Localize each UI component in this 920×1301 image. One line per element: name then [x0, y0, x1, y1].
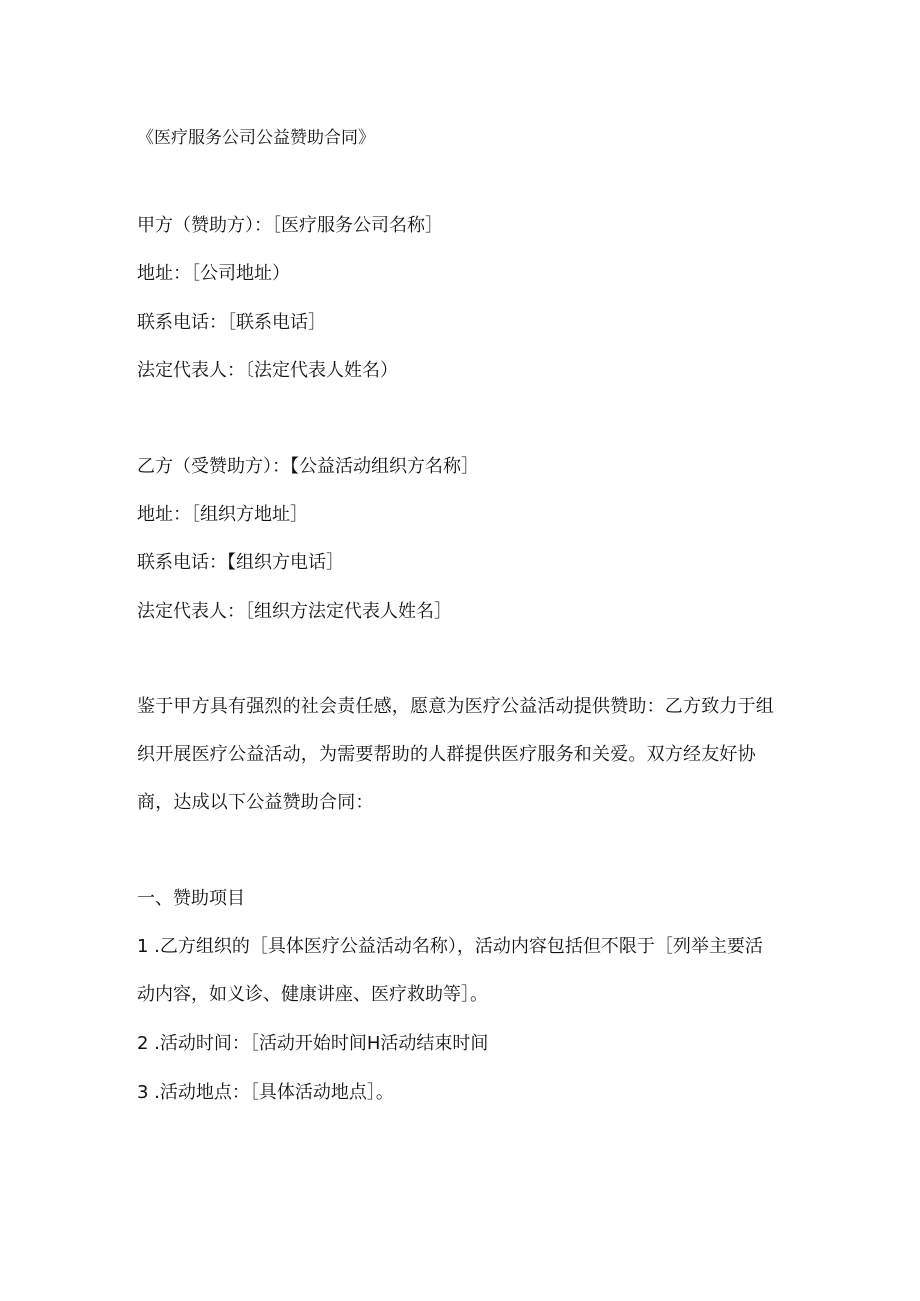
preamble-paragraph: 鉴于甲方具有强烈的社会责任感，愿意为医疗公益活动提供赞助：乙方致力于组织开展医疗公益活动，为需要帮助的人群提供医疗服务和关爱。双方经友好协商，达成以下公益赞助合同：: [137, 696, 774, 813]
document-title: 《医疗服务公司公益赞助合同》: [137, 128, 375, 148]
section-1-item-1: 1 .乙方组织的［具体医疗公益活动名称），活动内容包括但不限于［列举主要活动内容，如义诊、健康讲座、医疗救助等］。: [137, 936, 763, 1005]
section-1-item-2: 2 .活动时间：［活动开始时间H活动结束时间: [137, 1033, 489, 1054]
party-b-name: 乙方（受赞助方）：【公益活动组织方名称］: [137, 456, 479, 477]
section-1-heading: 一、赞助项目: [137, 888, 245, 909]
party-a-phone: 联系电话：［联系电话］: [137, 312, 326, 333]
party-a-representative: 法定代表人：〔法定代表人姓名）: [137, 360, 398, 381]
party-b-representative: 法定代表人：［组织方法定代表人姓名］: [137, 601, 452, 622]
party-b-phone: 联系电话：【组织方电话］: [137, 552, 344, 573]
party-b-address: 地址：［组织方地址］: [137, 504, 308, 525]
party-a-address: 地址：［公司地址）: [137, 263, 290, 284]
section-1-item-3: 3 .活动地点：［具体活动地点］。: [137, 1082, 394, 1103]
party-a-name: 甲方（赞助方）：［医疗服务公司名称］: [137, 215, 443, 236]
